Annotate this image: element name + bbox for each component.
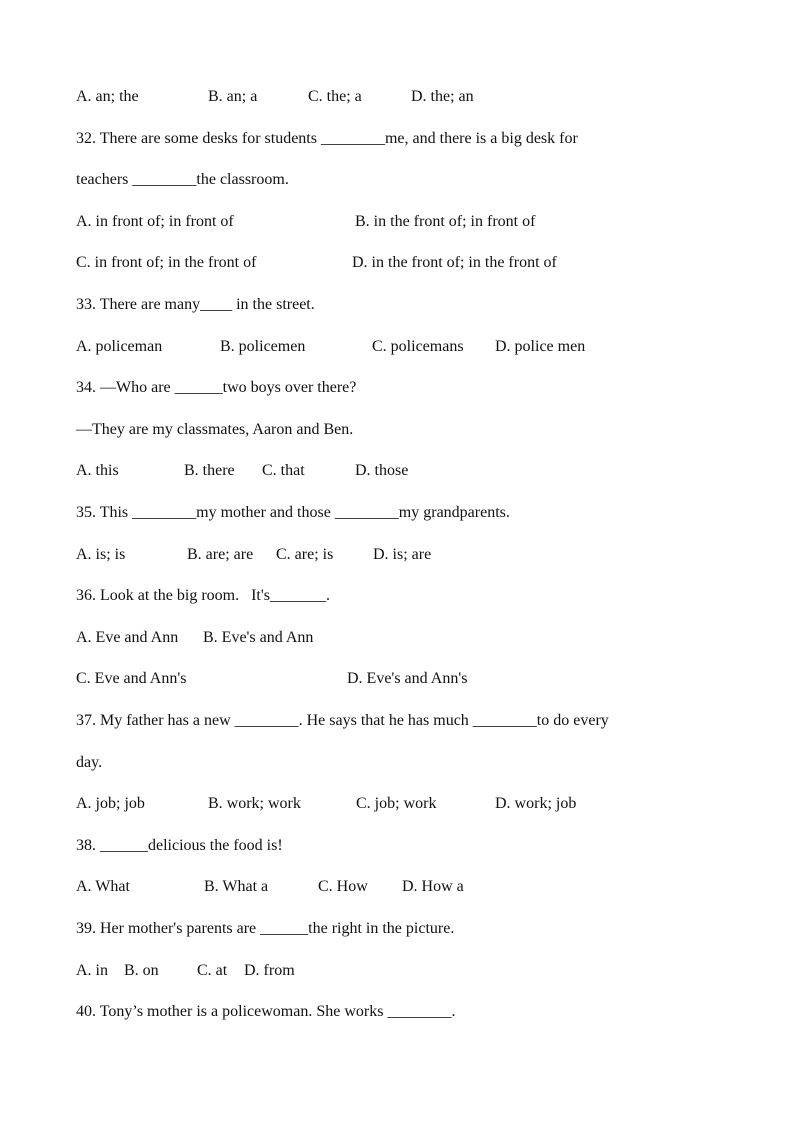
q32-option-b: B. in the front of; in front of bbox=[355, 213, 536, 230]
q38-stem: 38. ______delicious the food is! bbox=[76, 837, 283, 854]
q36-option-c: C. Eve and Ann's bbox=[76, 670, 187, 687]
q36-stem: 36. Look at the big room. It's_______. bbox=[76, 587, 330, 604]
q37-option-c: C. job; work bbox=[356, 795, 437, 812]
q32-option-a: A. in front of; in front of bbox=[76, 213, 234, 230]
q35-stem: 35. This ________my mother and those ________my grandparents. bbox=[76, 504, 510, 521]
q32-stem-line1: 32. There are some desks for students ________me, and there is a big desk for bbox=[76, 130, 578, 147]
q31-option-b: B. an; a bbox=[208, 88, 258, 105]
q39-option-a: A. in bbox=[76, 962, 108, 979]
q34-stem: 34. —Who are ______two boys over there? bbox=[76, 379, 357, 396]
q39-option-b: B. on bbox=[124, 962, 159, 979]
q35-option-b: B. are; are bbox=[187, 546, 254, 563]
q34-option-d: D. those bbox=[355, 462, 409, 479]
q33-option-b: B. policemen bbox=[220, 338, 306, 355]
q33-stem: 33. There are many____ in the street. bbox=[76, 296, 315, 313]
q35-option-a: A. is; is bbox=[76, 546, 126, 563]
q36-option-d: D. Eve's and Ann's bbox=[347, 670, 468, 687]
q35-option-d: D. is; are bbox=[373, 546, 432, 563]
q33-option-c: C. policemans bbox=[372, 338, 464, 355]
q35-option-c: C. are; is bbox=[276, 546, 334, 563]
q37-option-d: D. work; job bbox=[495, 795, 577, 812]
q32-stem-line2: teachers ________the classroom. bbox=[76, 171, 289, 188]
q36-option-a: A. Eve and Ann bbox=[76, 629, 179, 646]
q38-option-a: A. What bbox=[76, 878, 130, 895]
q32-option-c: C. in front of; in the front of bbox=[76, 254, 257, 271]
q37-stem-line2: day. bbox=[76, 754, 103, 771]
q37-stem-line1: 37. My father has a new ________. He says that he has much ________to do every bbox=[76, 712, 609, 729]
q38-option-b: B. What a bbox=[204, 878, 269, 895]
q36-option-b: B. Eve's and Ann bbox=[203, 629, 314, 646]
q38-option-c: C. How bbox=[318, 878, 368, 895]
q40-stem: 40. Tony’s mother is a policewoman. She works ________. bbox=[76, 1003, 456, 1020]
q37-option-b: B. work; work bbox=[208, 795, 301, 812]
q34-option-b: B. there bbox=[184, 462, 235, 479]
q34-option-a: A. this bbox=[76, 462, 119, 479]
q33-option-a: A. policeman bbox=[76, 338, 163, 355]
q39-stem: 39. Her mother's parents are ______the right in the picture. bbox=[76, 920, 455, 937]
q34-option-c: C. that bbox=[262, 462, 305, 479]
q33-option-d: D. police men bbox=[495, 338, 586, 355]
q38-option-d: D. How a bbox=[402, 878, 464, 895]
q31-option-d: D. the; an bbox=[411, 88, 474, 105]
q32-option-d: D. in the front of; in the front of bbox=[352, 254, 557, 271]
q31-option-a: A. an; the bbox=[76, 88, 139, 105]
q34-answer-line: —They are my classmates, Aaron and Ben. bbox=[76, 421, 354, 438]
q39-option-d: D. from bbox=[244, 962, 295, 979]
q39-option-c: C. at bbox=[197, 962, 228, 979]
q31-option-c: C. the; a bbox=[308, 88, 362, 105]
q37-option-a: A. job; job bbox=[76, 795, 145, 812]
